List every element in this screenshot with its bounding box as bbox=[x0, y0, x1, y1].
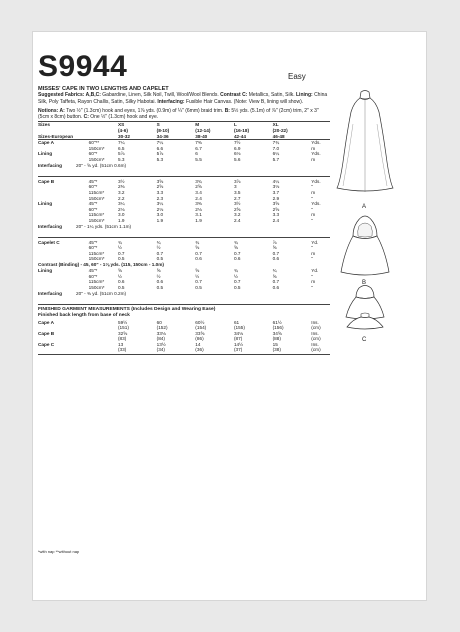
table-row: Cape A 60"** 7¼ 7¼ 7⅜ 7½ 7¾ Yds. bbox=[38, 140, 321, 146]
table-row: Lining 45"* ⅝ ⅝ ⅝ ¾ ¾ Yd. bbox=[38, 268, 319, 274]
interfacing-row: Interfacing 20" - ⅜ yd. (51cm 0.2m) bbox=[38, 291, 127, 297]
yardage-table-capelet-lining bbox=[38, 268, 330, 290]
table-row: Lining 60"* 5⅞ 5⅞ 6 6⅛ 6¼ Yds. bbox=[38, 151, 321, 157]
fabrics-text: Suggested Fabrics: A,B,C: Gabardine, Linen, Silk Noil, Twill, Wool/Wool Blends. Contrast C: Metallics, Satin, Silk. Lining: China Silk, Poly Taffeta, Rayon Challis, Satin, Silky Habotai. Interfacing: Fusible Hair Canvas. (Note: View B, lining will show). bbox=[38, 92, 328, 105]
binding-row: Contrast (Binding) - 45, 60" - 1⅛ yds. (115, 150cm - 1.0m) bbox=[38, 261, 164, 267]
measurements-subtitle: Finished back length from base of neck bbox=[38, 313, 130, 319]
view-a-illustration bbox=[337, 91, 393, 193]
table-row: 150cm* 6.5 6.6 6.7 6.9 7.0 m bbox=[88, 145, 316, 151]
measurements-title: FINISHED GARMENT MEASUREMENTS (Includes Design and Wearing Ease) bbox=[38, 307, 216, 312]
pattern-number: S9944 bbox=[38, 50, 128, 83]
divider bbox=[38, 354, 330, 355]
table-row: (151) (152) (154) (155) (156) (cm) bbox=[117, 325, 321, 331]
interfacing-row: Interfacing 20" - 1¼ yds. (51cm 1.1m) bbox=[38, 224, 132, 230]
table-row: Cape B 32⅝ 33⅛ 33⅝ 34⅛ 34⅝ Ins. bbox=[38, 330, 319, 336]
table-row: 150cm* 0.5 0.5 0.5 0.5 0.6 " bbox=[88, 284, 313, 290]
pattern-title: MISSES' CAPE IN TWO LENGTHS AND CAPELET bbox=[38, 86, 169, 92]
interfacing-row: Interfacing 20" - ⅝ yd. (51cm 0.6m) bbox=[38, 163, 127, 169]
divider bbox=[38, 304, 330, 305]
difficulty-label: Easy bbox=[288, 72, 306, 81]
table-row: Cape B 45"* 3½ 3⅝ 3¾ 3⅞ 4¼ Yds. bbox=[38, 178, 321, 184]
table-row: Lining 45"* 3¼ 3¼ 3⅜ 3½ 3⅝ Yds. bbox=[38, 201, 321, 207]
footnote: *with nap **without nap bbox=[38, 549, 80, 554]
notions-text: Notions: A: Two ½" (1.3cm) hook and eyes, 1⅞ yds. (0.9m) of ¼" (6mm) braid trim. B: 5½ yds. (5.1m) of ⅞" (2cm) trim, 2" x 3" (5cm x 8cm) button. C: One ½" (1.3cm) hook and eye. bbox=[38, 107, 319, 121]
yardage-table-cape-b bbox=[38, 179, 330, 223]
table-row: Capelet C 45"* ¾ ¾ ¾ ¾ ⅞ Yd. bbox=[38, 239, 319, 245]
view-b-hood-illustration bbox=[341, 216, 389, 275]
view-illustrations bbox=[335, 84, 395, 344]
measurements-table bbox=[38, 320, 330, 353]
table-row: Cape C 13 13½ 14 14½ 15 Ins. bbox=[38, 341, 319, 347]
table-row: 115cm* 0.7 0.7 0.7 0.7 0.7 m bbox=[88, 250, 316, 256]
table-row: Cape A 59½ 60 60½ 61 61½ Ins. bbox=[38, 319, 319, 325]
table-row: (33) (34) (36) (37) (38) (cm) bbox=[117, 347, 321, 353]
table-row: 150cm* 1.9 1.9 1.9 2.4 2.4 " bbox=[88, 217, 313, 223]
table-row: 60"* ½ ½ ½ ½ ⅝ " bbox=[88, 273, 313, 279]
table-row: 150cm* 2.2 2.3 2.4 2.7 2.9 " bbox=[88, 195, 313, 201]
table-row: 115cm* 0.6 0.6 0.7 0.7 0.7 m bbox=[88, 279, 316, 285]
table-row: 60"* ½ ½ ⅝ ⅝ ⅝ " bbox=[88, 245, 313, 251]
pattern-info bbox=[38, 86, 330, 355]
divider bbox=[38, 237, 330, 238]
yardage-table-cape-a bbox=[38, 140, 330, 162]
table-row: 115cm* 3.2 3.3 3.4 3.5 3.7 m bbox=[88, 189, 316, 195]
view-label-c: C bbox=[362, 337, 367, 343]
sizes-header: Sizes XS S M L XL (4-6) (8-10) (12-14) (16-18) (20-22) Sizes-European 30-32 34-36 38-40 42-44 46-48 bbox=[38, 122, 288, 139]
yardage-table-capelet-c bbox=[38, 240, 330, 262]
view-label-b: B bbox=[362, 280, 367, 286]
table-row: 115cm* 3.0 3.0 3.1 3.2 3.3 m bbox=[88, 212, 316, 218]
view-label-a: A bbox=[362, 204, 367, 210]
table-row: 60"* 2⅛ 2⅛ 2⅛ 2⅝ 2⅝ " bbox=[88, 206, 313, 212]
table-row: 150cm* 0.5 0.5 0.6 0.6 0.6 " bbox=[88, 256, 313, 262]
table-row: (83) (84) (86) (87) (88) (cm) bbox=[117, 336, 321, 342]
table-row: 60"* 2⅜ 2⅝ 2⅝ 3 3⅛ " bbox=[88, 184, 313, 190]
table-row: 150cm* 5.3 5.3 5.5 5.6 5.7 m bbox=[88, 156, 316, 162]
divider bbox=[38, 176, 330, 177]
